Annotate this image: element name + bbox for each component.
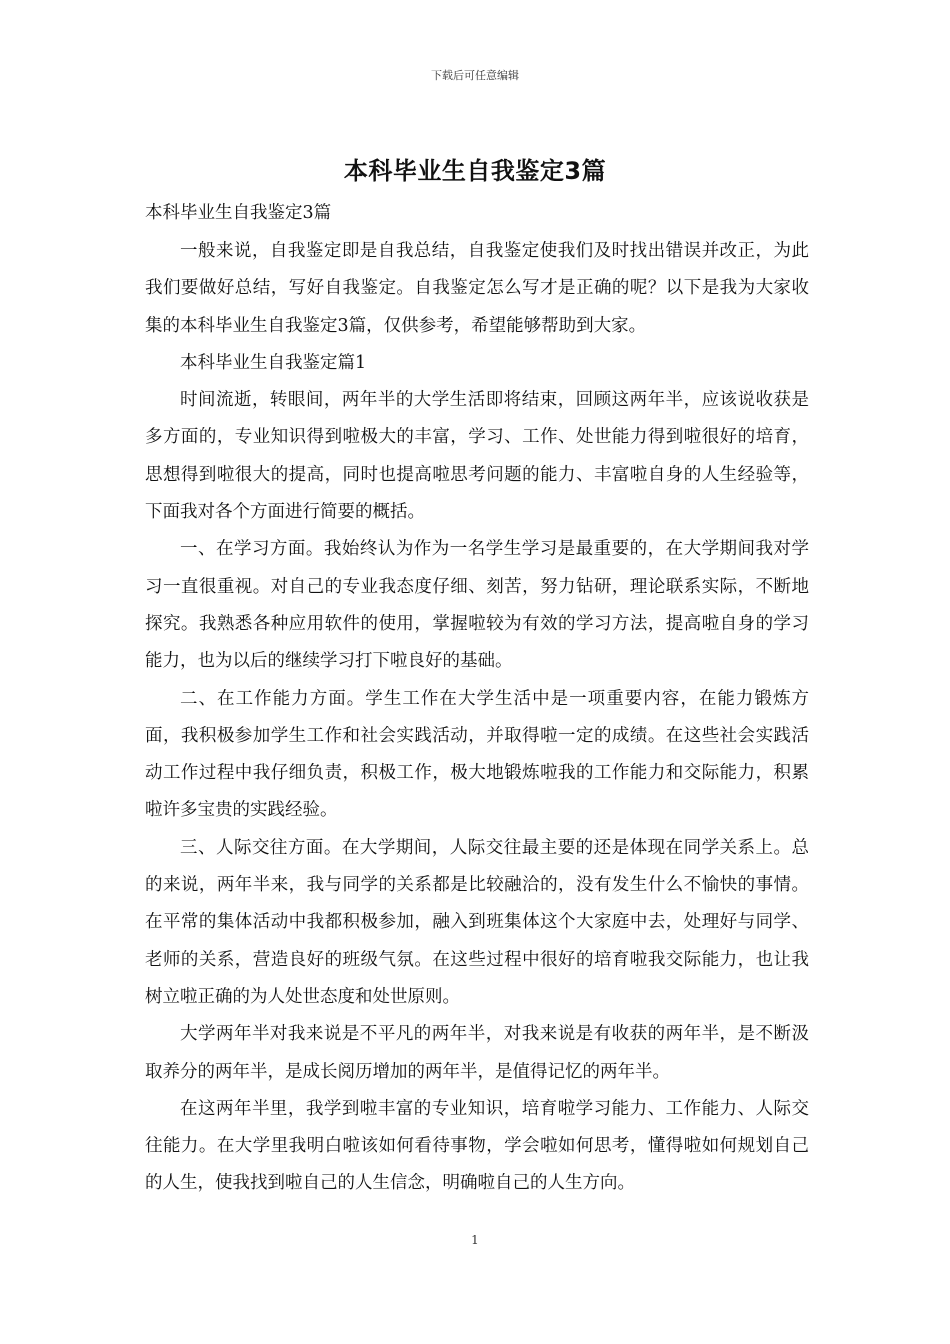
section-heading: 本科毕业生自我鉴定篇1 [180,352,367,373]
header-note: 下载后可任意编辑 [431,69,519,82]
document-subtitle: 本科毕业生自我鉴定3篇 [145,203,332,223]
paragraph-study: 一、在学习方面。我始终认为作为一名学生学习是最重要的，在大学期间我对学习一直很重视。对自己的专业我态度仔细、刻苦，努力钻研，理论联系实际，不断地探究。我熟悉各种应用软件的使用，掌握啦较为有效的学习方法，提高啦自身的学习能力，也为以后的继续学习打下啦良好的基础。 [145,539,809,672]
page-number: 1 [471,1233,479,1247]
document-title: 本科毕业生自我鉴定3篇 [343,157,607,185]
document-body [145,197,809,1203]
paragraph-overview: 时间流逝，转眼间，两年半的大学生活即将结束，回顾这两年半，应该说收获是多方面的，专业知识得到啦极大的丰富，学习、工作、处世能力得到啦很好的培育，思想得到啦很大的提高，同时也提高啦思考问题的能力、丰富啦自身的人生经验等，下面我对各个方面进行简要的概括。 [145,390,809,523]
paragraph-summary: 在这两年半里，我学到啦丰富的专业知识，培育啦学习能力、工作能力、人际交往能力。在大学里我明白啦该如何看待事物，学会啦如何思考，懂得啦如何规划自己的人生，使我找到啦自己的人生信念，明确啦自己的人生方向。 [145,1098,809,1194]
paragraph-social: 三、人际交往方面。在大学期间，人际交往最主要的还是体现在同学关系上。总的来说，两年半来，我与同学的关系都是比较融洽的，没有发生什么不愉快的事情。在平常的集体活动中我都积极参加，融入到班集体这个大家庭中去，处理好与同学、老师的关系，营造良好的班级气氛。在这些过程中很好的培育啦我交际能力，也让我树立啦正确的为人处世态度和处世原则。 [145,837,809,1007]
paragraph-intro: 一般来说，自我鉴定即是自我总结，自我鉴定使我们及时找出错误并改正，为此我们要做好总结，写好自我鉴定。自我鉴定怎么写才是正确的呢？以下是我为大家收集的本科毕业生自我鉴定3篇，仅供参考，希望能够帮助到大家。 [145,241,809,336]
paragraph-reflection: 大学两年半对我来说是不平凡的两年半，对我来说是有收获的两年半，是不断汲取养分的两年半，是成长阅历增加的两年半，是值得记忆的两年半。 [145,1024,809,1082]
paragraph-work: 二、在工作能力方面。学生工作在大学生活中是一项重要内容，在能力锻炼方面，我积极参加学生工作和社会实践活动，并取得啦一定的成绩。在这些社会实践活动工作过程中我仔细负责，积极工作，极大地锻炼啦我的工作能力和交际能力，积累啦许多宝贵的实践经验。 [145,688,809,821]
